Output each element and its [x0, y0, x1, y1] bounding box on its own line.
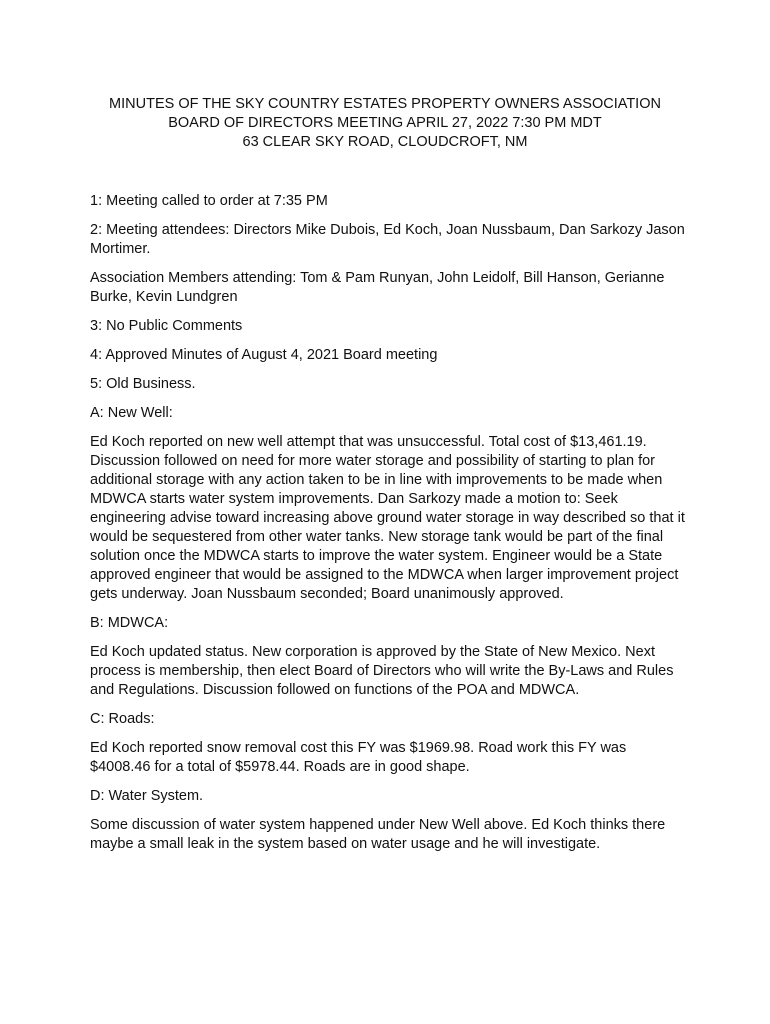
- paragraph-roads: Ed Koch reported snow removal cost this FY was $1969.98. Road work this FY was $4008.46 for a total of $5978.44. Roads are in good shape.: [90, 740, 627, 775]
- document-body: [90, 192, 690, 864]
- paragraph-mdwca: Ed Koch updated status. New corporation is approved by the State of New Mexico. Next process is membership, then elect Board of Directors who will write the By-Laws and Rules and Regulations. Discussion followed on functions of the POA and MDWCA.: [90, 644, 674, 698]
- item-members-attending: Association Members attending: Tom & Pam Runyan, John Leidolf, Bill Hanson, Gerianne Burke, Kevin Lundgren: [90, 270, 665, 305]
- item-approved-minutes: 4: Approved Minutes of August 4, 2021 Board meeting: [90, 347, 438, 363]
- header-title-line: MINUTES OF THE SKY COUNTRY ESTATES PROPERTY OWNERS ASSOCIATION: [109, 96, 661, 112]
- header-address-line: 63 CLEAR SKY ROAD, CLOUDCROFT, NM: [242, 134, 528, 150]
- item-public-comments: 3: No Public Comments: [90, 318, 243, 334]
- item-attendees: 2: Meeting attendees: Directors Mike Dubois, Ed Koch, Joan Nussbaum, Dan Sarkozy Jason Mortimer.: [90, 222, 685, 257]
- subsection-roads: C: Roads:: [90, 711, 155, 727]
- header-meeting-line: BOARD OF DIRECTORS MEETING APRIL 27, 2022 7:30 PM MDT: [168, 115, 602, 131]
- subsection-new-well: A: New Well:: [90, 405, 173, 421]
- subsection-water-system: D: Water System.: [90, 788, 204, 804]
- item-call-to-order: 1: Meeting called to order at 7:35 PM: [90, 193, 328, 209]
- paragraph-water-system: Some discussion of water system happened under New Well above. Ed Koch thinks there maybe a small leak in the system based on water usage and he will investigate.: [90, 817, 666, 852]
- section-old-business: 5: Old Business.: [90, 376, 196, 392]
- subsection-mdwca: B: MDWCA:: [90, 615, 169, 631]
- document-header: [60, 95, 710, 152]
- paragraph-new-well: Ed Koch reported on new well attempt that was unsuccessful. Total cost of $13,461.19. Discussion followed on need for more water storage and possibility of starting to plan for additional storage with any action taken to be in line with improvements to be made when MDWCA starts water system improvements. Dan Sarkozy made a motion to: Seek engineering advise toward increasing above ground water storage in way described so that it would be sequestered from other water tanks. New storage tank would be part of the final solution once the MDWCA starts to improve the water system. Engineer would be a State approved engineer that would be assigned to the MDWCA when larger improvement project gets underway. Joan Nussbaum seconded; Board unanimously approved.: [90, 434, 685, 602]
